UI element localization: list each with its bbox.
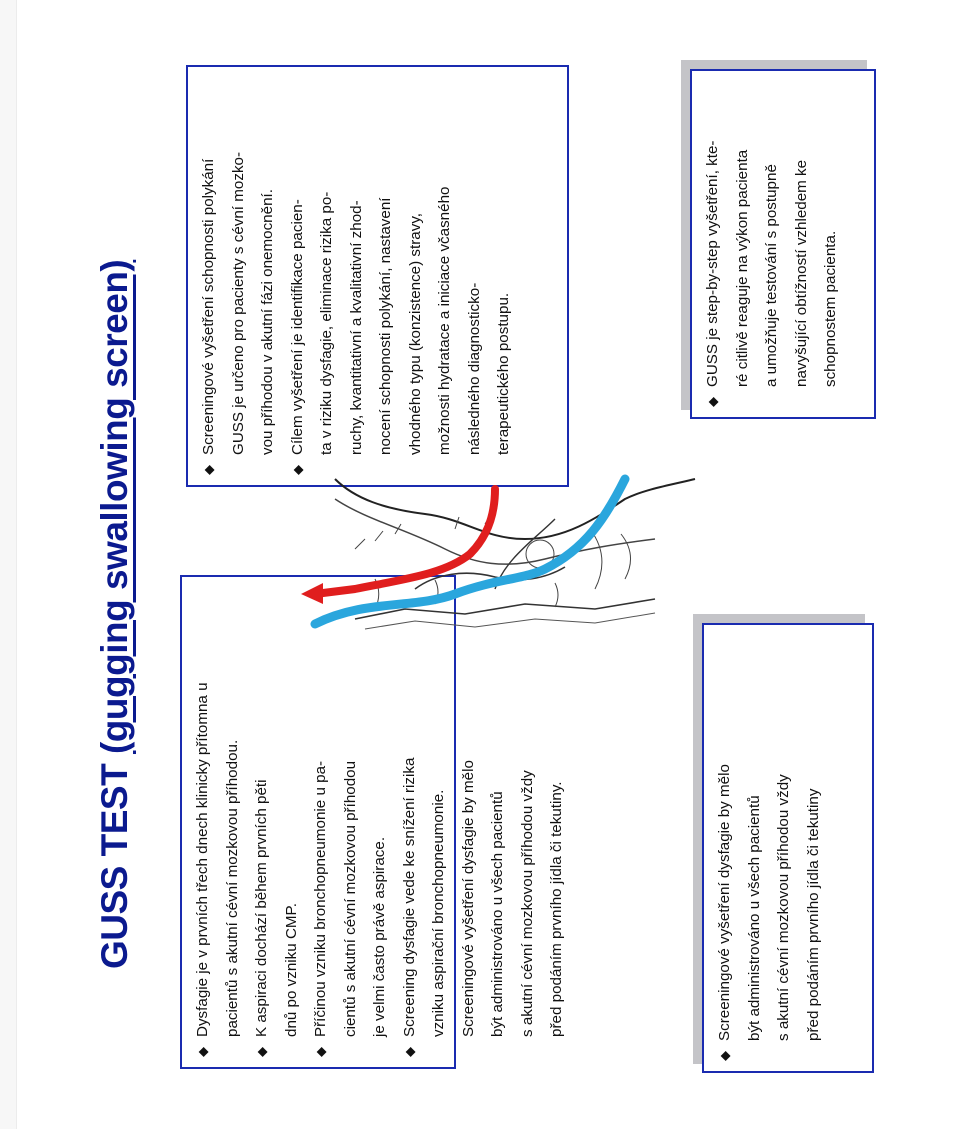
list-item-text: GUSS je step-by-step vyšetření, kte- ré citlivě reaguje na výkon pacienta a umožňuje testování s postupně navyšující obtížností vzhledem ke schopnostem pacienta. bbox=[704, 140, 839, 387]
title-main: GUSS TEST bbox=[94, 763, 135, 969]
diamond-bullet-icon: ◆ bbox=[705, 397, 720, 407]
list-item-text: K aspiraci dochází během prvních pěti dnů po vzniku CMP. bbox=[253, 779, 300, 1037]
info-box-guss-purpose bbox=[186, 65, 569, 487]
title-subtitle: (gugging swallowing screen) bbox=[94, 259, 135, 755]
info-list bbox=[710, 635, 828, 1061]
list-item-text: Dysfagie je v prvních třech dnech klinicky přítomna u pacientů s akutní cévní mozkovou příhodou. bbox=[194, 682, 241, 1037]
list-item bbox=[247, 587, 306, 1057]
list-item-text: Screeningové vyšetření dysfagie by mělo být administrováno u všech pacientů s akutní cévní mozkovou příhodou vždy před podáním prvního jídla či tekutiny bbox=[716, 764, 822, 1041]
info-box-dysphagia bbox=[180, 575, 565, 1069]
diamond-bullet-icon: ◆ bbox=[195, 1047, 210, 1057]
info-list bbox=[698, 81, 846, 407]
list-item-text: Screening dysfagie vede ke snížení rizika vzniku aspirační bronchopneumonie. Screeningové vyšetření dysfagie by mělo být administrováno u všech pacientů s akutní cévní mozkovou příhodou vždy před podáním prvního jídla či tekutiny. bbox=[400, 757, 565, 1037]
list-item bbox=[188, 587, 247, 1057]
diamond-bullet-icon: ◆ bbox=[313, 1047, 328, 1057]
diamond-bullet-icon: ◆ bbox=[201, 465, 216, 475]
diamond-bullet-icon: ◆ bbox=[717, 1051, 732, 1061]
list-item-text: Screeningové vyšetření schopnosti polykání GUSS je určeno pro pacienty s cévní mozko- vou příhodou v akutní fázi onemocnění. bbox=[200, 151, 276, 455]
diamond-bullet-icon: ◆ bbox=[289, 465, 305, 475]
list-item bbox=[306, 587, 395, 1057]
diamond-bullet-icon: ◆ bbox=[401, 1047, 417, 1057]
list-item bbox=[698, 81, 846, 407]
info-list bbox=[188, 587, 572, 1057]
list-item bbox=[194, 77, 283, 475]
list-item bbox=[283, 77, 519, 475]
info-box-screening-admin bbox=[702, 623, 874, 1073]
list-item bbox=[710, 635, 828, 1061]
food-path-curve bbox=[315, 489, 495, 594]
info-box-step-by-step bbox=[690, 69, 876, 419]
list-item-text: Příčinou vzniku bronchopneumonie u pa- cientů s akutní cévní mozkovou příhodou je velmi často právě aspirace. bbox=[312, 760, 388, 1037]
page-title bbox=[96, 260, 133, 969]
swallowing-anatomy-illustration bbox=[295, 469, 705, 649]
list-item-text: Cílem vyšetření je identifikace pacien- ta v riziku dysfagie, eliminace rizika po- ruchy, kvantitativní a kvalitativní zhod- nocení schopnosti polykání, nastavení vhodného typu (konzistence) stravy, možnosti hydratace a iniciace včasného následného diagnosticko- terapeutického postupu. bbox=[288, 186, 512, 455]
diamond-bullet-icon: ◆ bbox=[254, 1047, 269, 1057]
info-list bbox=[194, 77, 519, 475]
list-item bbox=[395, 587, 572, 1057]
